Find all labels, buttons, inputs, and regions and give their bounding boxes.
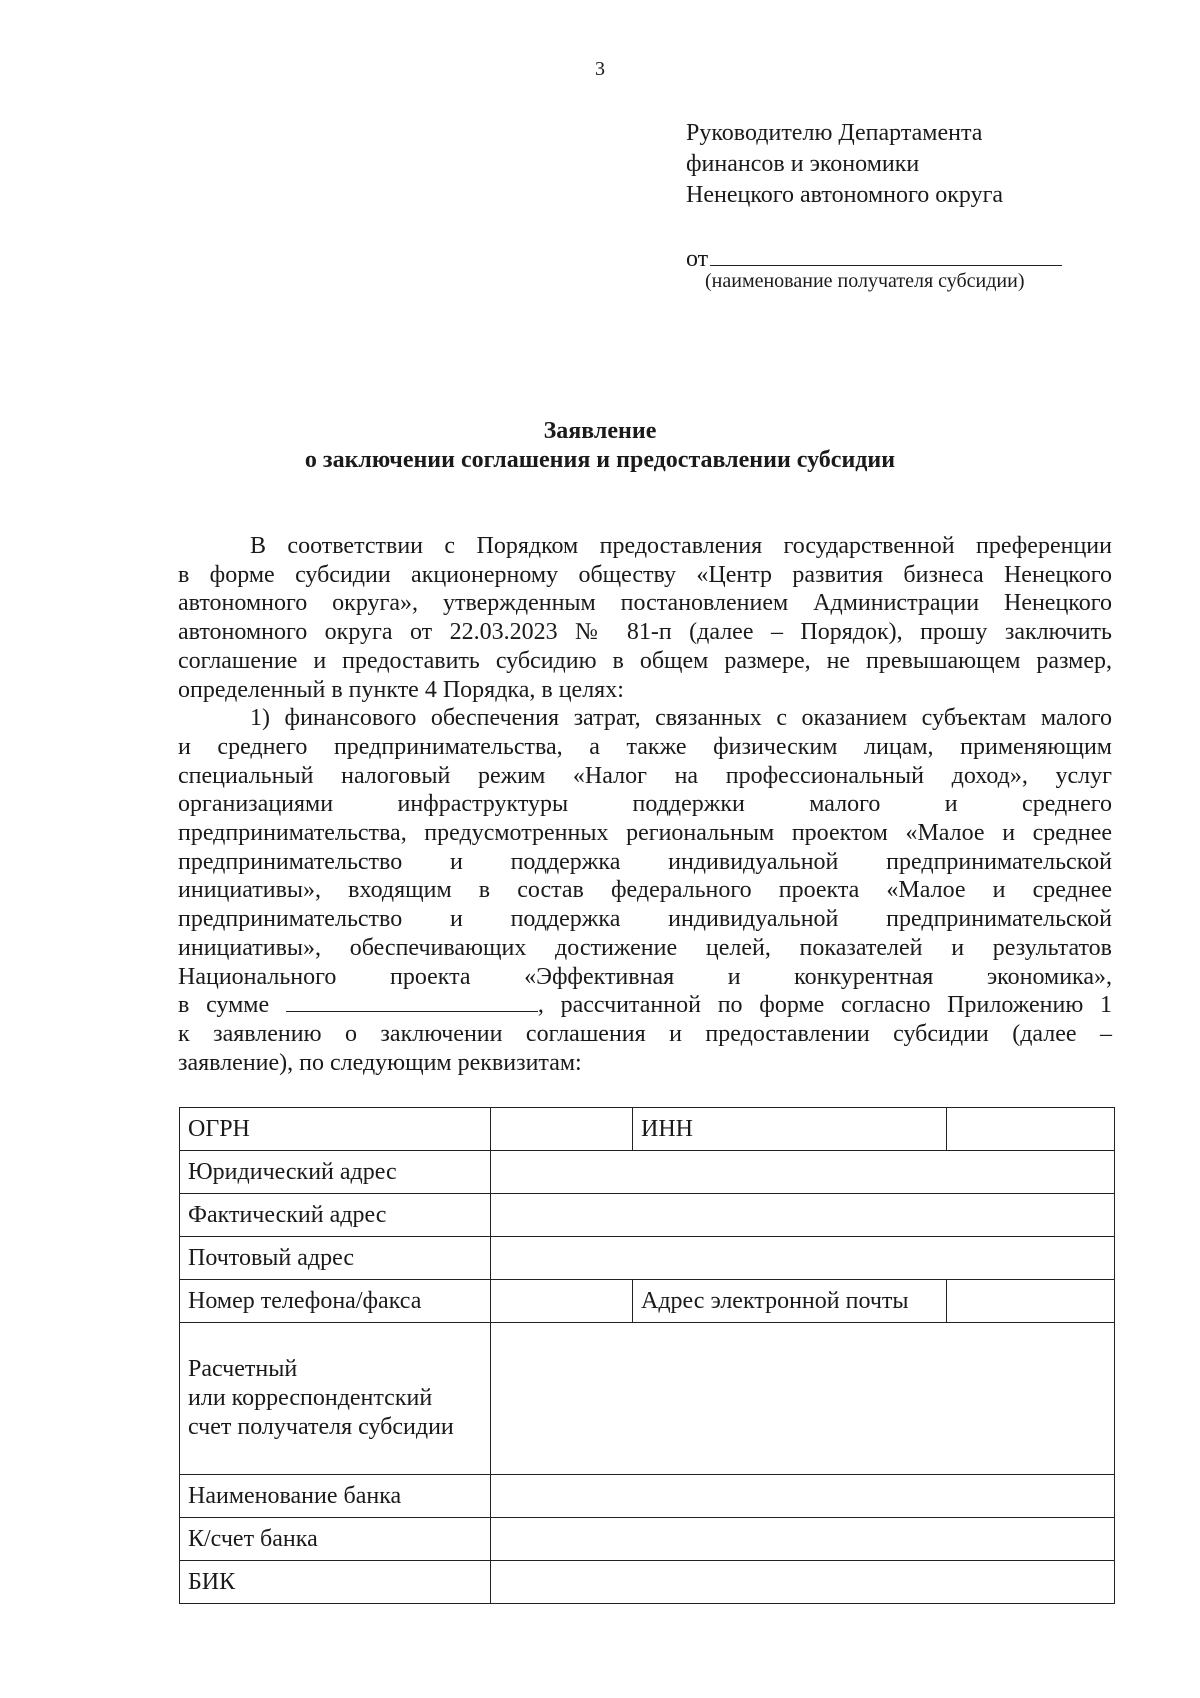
bik-label: БИК [180, 1561, 491, 1604]
phone-fax-label: Номер телефона/факса [180, 1280, 491, 1323]
ogrn-label: ОГРН [180, 1108, 491, 1151]
legal-address-value[interactable] [491, 1151, 1115, 1194]
body-line: предпринимательство и поддержка индивидуальной предпринимательской [178, 848, 1112, 875]
postal-address-value[interactable] [491, 1237, 1115, 1280]
inn-label: ИНН [633, 1108, 947, 1151]
account-value[interactable] [491, 1323, 1115, 1475]
table-row [180, 1108, 1115, 1151]
requisites-table [179, 1107, 1115, 1604]
body-line: в форме субсидии акционерному обществу «Центр развития бизнеса Ненецкого [178, 561, 1112, 588]
body-line: Национального проекта «Эффективная и конкурентная экономика», [178, 963, 1112, 990]
body-line: к заявлению о заключении соглашения и предоставлении субсидии (далее – [178, 1020, 1112, 1047]
account-label-line: Расчетный [188, 1356, 298, 1382]
actual-address-label: Фактический адрес [180, 1194, 491, 1237]
table-row [180, 1475, 1115, 1518]
body-line: В соответствии с Порядком предоставления государственной преференции [250, 533, 1112, 559]
body-line: инициативы», обеспечивающих достижение целей, показателей и результатов [178, 934, 1112, 961]
addressee-block [686, 118, 1003, 211]
bik-value[interactable] [491, 1561, 1115, 1604]
account-label [180, 1323, 491, 1475]
addressee-line: финансов и экономики [686, 151, 920, 177]
actual-address-value[interactable] [491, 1194, 1115, 1237]
body-line: соглашение и предоставить субсидию в общем размере, не превышающем размер, [178, 647, 1112, 674]
body-line: автономного округа от 22.03.2023 № 81-п (далее – Порядок), прошу заключить [178, 619, 1112, 646]
table-row [180, 1323, 1115, 1475]
sum-blank[interactable] [286, 991, 538, 1012]
addressee-line: Ненецкого автономного округа [686, 182, 1004, 208]
body-line: заявление), по следующим реквизитам: [178, 1049, 582, 1076]
from-caption: (наименование получателя субсидии) [705, 270, 1025, 292]
body-line: инициативы», входящим в состав федерального проекта «Малое и среднее [178, 877, 1112, 904]
from-prefix: от [686, 246, 709, 272]
document-subtitle: о заключении соглашения и предоставлении субсидии [304, 447, 896, 473]
addressee-line: Руководителю Департамента [686, 120, 983, 146]
body-line: и среднего предпринимательства, а также физическим лицам, применяющим [178, 733, 1112, 760]
postal-address-label: Почтовый адрес [180, 1237, 491, 1280]
table-row [180, 1237, 1115, 1280]
account-label-line: или корреспондентский [188, 1385, 433, 1411]
body-line: предпринимательства, предусмотренных региональным проектом «Малое и среднее [178, 820, 1112, 847]
ogrn-value[interactable] [491, 1108, 633, 1151]
phone-fax-value[interactable] [491, 1280, 633, 1323]
body-line: организациями инфраструктуры поддержки малого и среднего [178, 791, 1112, 818]
corr-account-label: К/счет банка [180, 1518, 491, 1561]
body-line: автономного округа», утвержденным постановлением Администрации Ненецкого [178, 590, 1112, 617]
table-row [180, 1151, 1115, 1194]
table-row [180, 1561, 1115, 1604]
from-field [686, 243, 1062, 273]
recipient-name-blank[interactable] [710, 243, 1062, 266]
table-row [180, 1194, 1115, 1237]
page-number: 3 [595, 58, 605, 80]
bank-name-label: Наименование банка [180, 1475, 491, 1518]
account-label-line: счет получателя субсидии [188, 1414, 454, 1440]
inn-value[interactable] [947, 1108, 1115, 1151]
email-label: Адрес электронной почты [633, 1280, 947, 1323]
body-line: 1) финансового обеспечения затрат, связанных с оказанием субъектам малого [250, 705, 1112, 732]
table-row [180, 1518, 1115, 1561]
body-line: предпринимательство и поддержка индивидуальной предпринимательской [178, 906, 1112, 933]
body-line: специальный налоговый режим «Налог на профессиональный доход», услуг [178, 762, 1112, 789]
corr-account-value[interactable] [491, 1518, 1115, 1561]
legal-address-label: Юридический адрес [180, 1151, 491, 1194]
document-title: Заявление [543, 418, 657, 444]
sum-suffix: , рассчитанной по форме согласно Приложению 1 [537, 992, 1113, 1019]
application-body [178, 532, 1112, 1077]
body-line: определенный в пункте 4 Порядка, в целях: [178, 676, 624, 703]
bank-name-value[interactable] [491, 1475, 1115, 1518]
table-row [180, 1280, 1115, 1323]
sum-line [178, 991, 1112, 1020]
sum-prefix: в сумме [178, 992, 270, 1019]
email-value[interactable] [947, 1280, 1115, 1323]
